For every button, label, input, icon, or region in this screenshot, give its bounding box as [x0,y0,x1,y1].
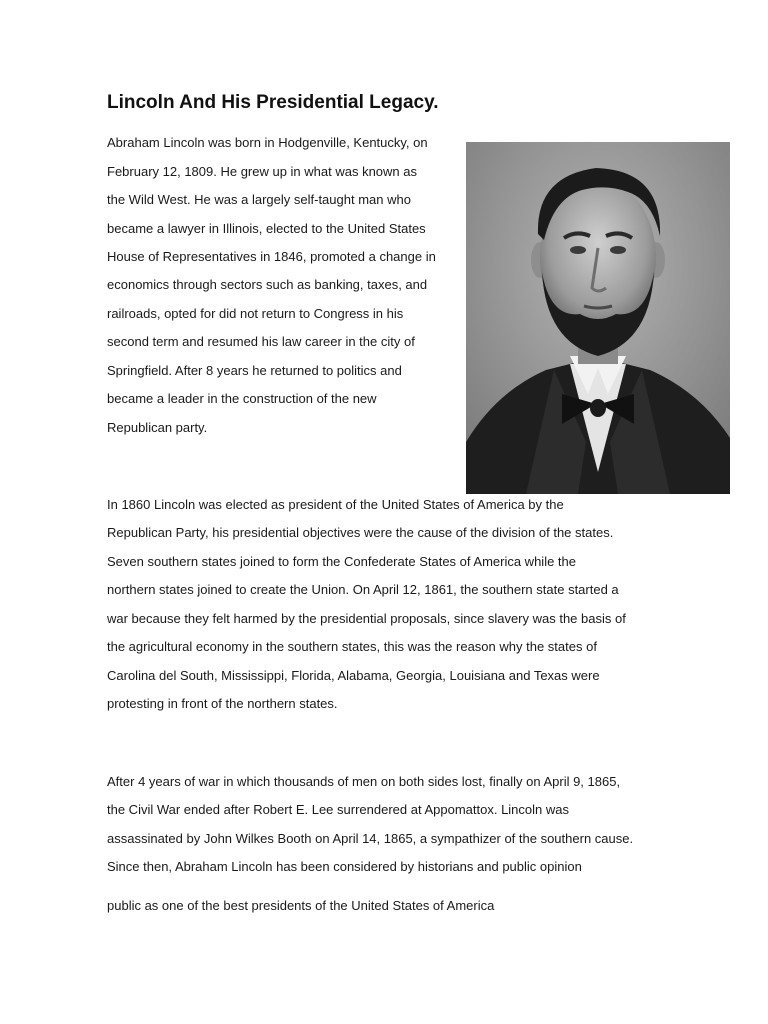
paragraph2-line: Seven southern states joined to form the Confederate States of America while the [107,554,576,569]
paragraph1-line: February 12, 1809. He grew up in what was known as [107,164,418,179]
paragraph1-line: became a leader in the construction of the new [107,391,377,406]
paragraph2-line: the agricultural economy in the southern states, this was the reason why the states of [107,639,597,654]
closing-line: public as one of the best presidents of the United States of America [107,898,495,913]
paragraph1-line: second term and resumed his law career in the city of [107,334,415,349]
paragraph3-line: Since then, Abraham Lincoln has been considered by historians and public opinion [107,859,582,874]
paragraph1-line: Springfield. After 8 years he returned to politics and [107,363,402,378]
document-title: Lincoln And His Presidential Legacy. [107,92,439,113]
paragraph1-line: became a lawyer in Illinois, elected to the United States [107,221,426,236]
paragraph1-line: Abraham Lincoln was born in Hodgenville, Kentucky, on [107,135,428,150]
paragraph1-line: economics through sectors such as banking, taxes, and [107,277,428,292]
paragraph1-line: Republican party. [107,420,208,435]
paragraph3-line: After 4 years of war in which thousands of men on both sides lost, finally on April 9, 1865, [107,774,621,789]
paragraph2-line: Republican Party, his presidential objectives were the cause of the division of the states. [107,525,614,540]
paragraph2-line: In 1860 Lincoln was elected as president of the United States of America by the [107,497,564,512]
paragraph3-line: assassinated by John Wilkes Booth on April 14, 1865, a sympathizer of the southern cause. [107,831,634,846]
paragraph1-line: House of Representatives in 1846, promoted a change in [107,249,436,264]
paragraph1-line: the Wild West. He was a largely self-taught man who [107,192,411,207]
paragraph2-line: Carolina del South, Mississippi, Florida, Alabama, Georgia, Louisiana and Texas were [107,668,600,683]
paragraph2-line: protesting in front of the northern states. [107,696,338,711]
paragraph2-line: war because they felt harmed by the presidential proposals, since slavery was the basis of [107,611,626,626]
lincoln-portrait-photo [466,142,730,494]
paragraph3-line: the Civil War ended after Robert E. Lee surrendered at Appomattox. Lincoln was [107,802,569,817]
paragraph2-line: northern states joined to create the Union. On April 12, 1861, the southern state started a [107,582,619,597]
paragraph1-line: railroads, opted for did not return to Congress in his [107,306,404,321]
